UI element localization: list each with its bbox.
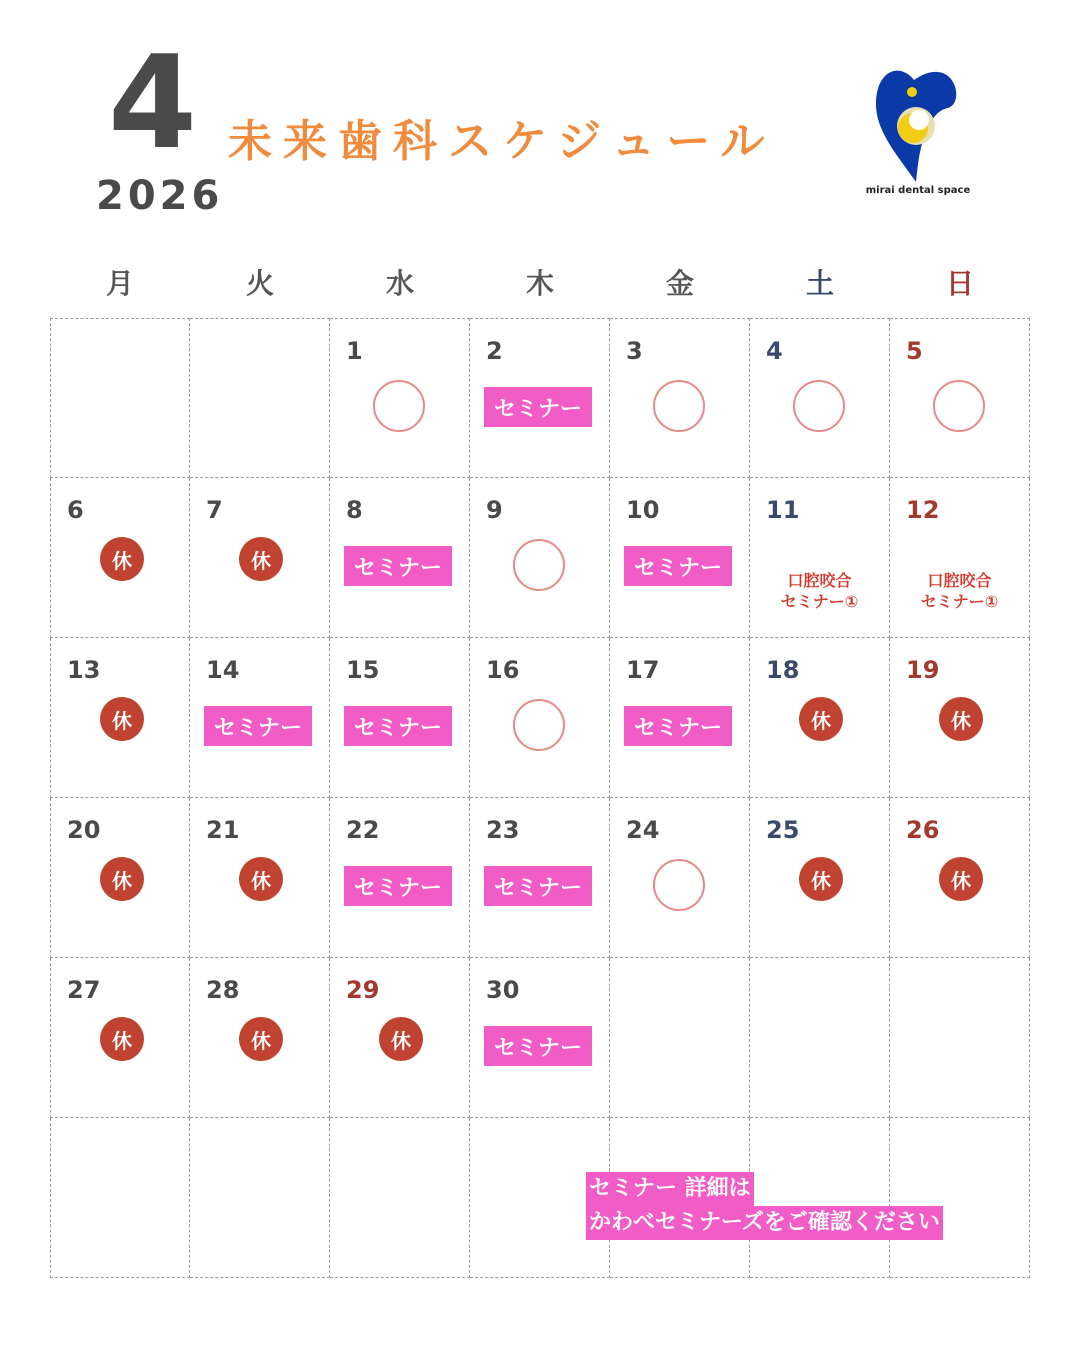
day-number: 25 [766, 816, 800, 844]
day-cell [890, 478, 1030, 638]
event-line: 口腔咬合 [787, 571, 852, 590]
day-number: 6 [67, 496, 84, 524]
day-cell [190, 638, 330, 798]
day-cell [330, 798, 470, 958]
day-number: 26 [906, 816, 940, 844]
weekday-label: 木 [525, 267, 554, 300]
calendar-cell [50, 1118, 190, 1278]
weekday-label: 月 [105, 267, 134, 300]
weekday-label: 土 [805, 267, 834, 300]
day-number: 22 [346, 816, 380, 844]
day-number: 3 [626, 337, 643, 365]
open-day-circle-icon [933, 380, 985, 432]
weekday-label: 日 [945, 267, 974, 300]
day-number: 15 [346, 656, 380, 684]
event-label [750, 570, 889, 612]
closed-day-badge: 休 [939, 697, 983, 741]
day-cell [470, 958, 610, 1118]
day-number: 13 [67, 656, 101, 684]
day-number: 29 [346, 976, 380, 1004]
day-cell [470, 638, 610, 798]
event-label [890, 570, 1029, 612]
day-cell [610, 638, 750, 798]
event-line: セミナー① [780, 592, 859, 611]
day-number: 16 [486, 656, 520, 684]
weekday-label: 火 [245, 267, 274, 300]
calendar-cell [750, 958, 890, 1118]
day-number: 5 [906, 337, 923, 365]
year-label: 2026 [96, 173, 224, 219]
day-number: 28 [206, 976, 240, 1004]
seminar-tag: セミナー [484, 866, 592, 906]
day-cell [750, 638, 890, 798]
day-number: 9 [486, 496, 503, 524]
open-day-circle-icon [513, 539, 565, 591]
day-number: 10 [626, 496, 660, 524]
seminar-tag: セミナー [624, 706, 732, 746]
open-day-circle-icon [513, 699, 565, 751]
closed-day-badge: 休 [379, 1017, 423, 1061]
weekday-label: 水 [385, 267, 414, 300]
day-cell [470, 798, 610, 958]
open-day-circle-icon [793, 380, 845, 432]
calendar-cell [330, 1118, 470, 1278]
weekday-header [50, 262, 1030, 306]
closed-day-badge: 休 [239, 1017, 283, 1061]
closed-day-badge: 休 [100, 537, 144, 581]
day-cell [190, 478, 330, 638]
day-number: 11 [766, 496, 800, 524]
day-cell [330, 638, 470, 798]
day-number: 24 [626, 816, 660, 844]
day-cell [50, 798, 190, 958]
seminar-tag: セミナー [204, 706, 312, 746]
day-cell [330, 318, 470, 478]
day-cell [750, 318, 890, 478]
event-line: 口腔咬合 [927, 571, 992, 590]
seminar-tag: セミナー [344, 866, 452, 906]
day-cell [330, 958, 470, 1118]
day-cell [750, 798, 890, 958]
day-number: 27 [67, 976, 101, 1004]
day-number: 21 [206, 816, 240, 844]
calendar-cell [890, 958, 1030, 1118]
calendar-cell [190, 1118, 330, 1278]
clinic-logo [858, 66, 978, 206]
calendar-grid [50, 318, 1030, 1278]
day-cell [750, 478, 890, 638]
closed-day-badge: 休 [100, 697, 144, 741]
seminar-tag: セミナー [484, 387, 592, 427]
day-cell [50, 638, 190, 798]
day-cell [610, 318, 750, 478]
day-number: 7 [206, 496, 223, 524]
weekday-label: 金 [665, 267, 694, 300]
day-number: 2 [486, 337, 503, 365]
month-number: 4 [108, 29, 198, 178]
calendar-cell [190, 318, 330, 478]
day-number: 8 [346, 496, 363, 524]
day-cell [890, 318, 1030, 478]
closed-day-badge: 休 [799, 697, 843, 741]
open-day-circle-icon [653, 380, 705, 432]
open-day-circle-icon [373, 380, 425, 432]
seminar-note-line-2: かわべセミナーズをご確認ください [586, 1206, 943, 1240]
day-cell [470, 318, 610, 478]
seminar-note [586, 1172, 1016, 1240]
event-line: セミナー① [920, 592, 999, 611]
closed-day-badge: 休 [100, 1017, 144, 1061]
calendar-cell [610, 958, 750, 1118]
closed-day-badge: 休 [799, 857, 843, 901]
day-number: 14 [206, 656, 240, 684]
day-number: 17 [626, 656, 660, 684]
day-number: 18 [766, 656, 800, 684]
closed-day-badge: 休 [100, 857, 144, 901]
day-cell [610, 798, 750, 958]
day-number: 19 [906, 656, 940, 684]
day-cell [50, 478, 190, 638]
seminar-note-line-1: セミナー 詳細は [586, 1172, 754, 1206]
day-cell [890, 798, 1030, 958]
day-cell [610, 478, 750, 638]
day-cell [190, 958, 330, 1118]
closed-day-badge: 休 [239, 537, 283, 581]
day-number: 4 [766, 337, 783, 365]
closed-day-badge: 休 [939, 857, 983, 901]
day-number: 12 [906, 496, 940, 524]
logo-text: mirai dental space [865, 185, 971, 196]
day-number: 1 [346, 337, 363, 365]
open-day-circle-icon [653, 859, 705, 911]
day-cell [330, 478, 470, 638]
schedule-title: 未来歯科スケジュール [228, 116, 776, 167]
day-cell [890, 638, 1030, 798]
seminar-tag: セミナー [344, 546, 452, 586]
logo-mark-icon [874, 66, 962, 184]
day-cell [470, 478, 610, 638]
day-cell [50, 958, 190, 1118]
seminar-tag: セミナー [624, 546, 732, 586]
seminar-tag: セミナー [344, 706, 452, 746]
day-number: 30 [486, 976, 520, 1004]
day-number: 23 [486, 816, 520, 844]
calendar-cell [50, 318, 190, 478]
day-number: 20 [67, 816, 101, 844]
closed-day-badge: 休 [239, 857, 283, 901]
day-cell [190, 798, 330, 958]
seminar-tag: セミナー [484, 1026, 592, 1066]
